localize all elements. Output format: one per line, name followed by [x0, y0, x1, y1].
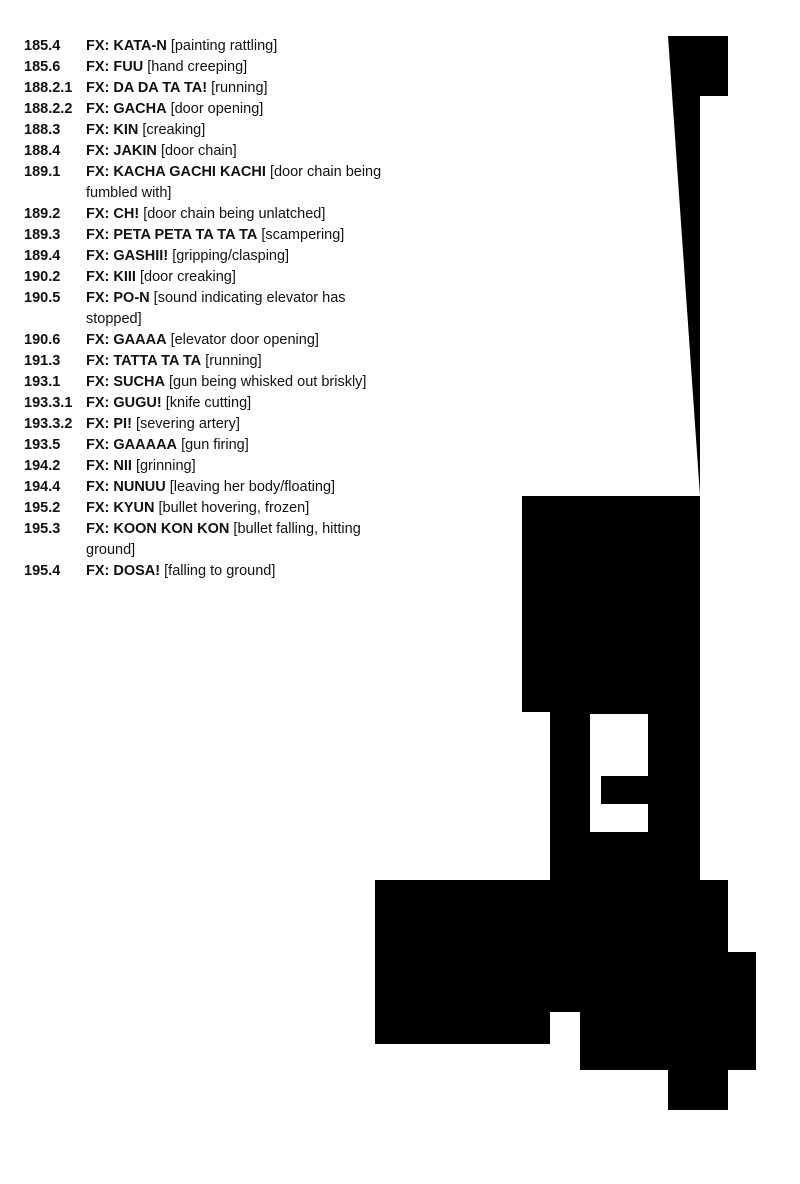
panel-reference: 190.5 [24, 290, 61, 306]
fx-translation: [gun firing] [181, 437, 249, 453]
fx-sound: FX: GASHII! [86, 248, 169, 264]
fx-translation: [hand creeping] [147, 59, 248, 75]
fx-sound: FX: SUCHA [86, 374, 165, 390]
fx-sound: FX: DOSA! [86, 563, 161, 579]
panel-reference: 190.2 [24, 269, 61, 285]
panel-reference: 189.1 [24, 164, 61, 180]
fx-sound: FX: DA DA TA TA! [86, 80, 208, 96]
fx-translation: [painting rattling] [170, 38, 278, 54]
fx-sound: FX: FUU [86, 59, 144, 75]
gun-barrel-and-body [375, 36, 756, 1110]
fx-translation: [door chain being fumbled with] [86, 164, 382, 201]
fx-translation: [running] [205, 353, 262, 369]
panel-reference: 193.3.1 [24, 395, 73, 411]
fx-sound: FX: KACHA GACHI KACHI [86, 164, 266, 180]
fx-translation: [gun being whisked out briskly] [168, 374, 367, 390]
panel-reference: 191.3 [24, 353, 61, 369]
fx-translation: [elevator door opening] [170, 332, 319, 348]
panel-reference: 193.5 [24, 437, 61, 453]
fx-translation: [grinning] [135, 458, 196, 474]
fx-sound: FX: KIN [86, 122, 139, 138]
panel-reference: 195.4 [24, 563, 61, 579]
fx-translation: [door chain being unlatched] [143, 206, 326, 222]
fx-sound: FX: PI! [86, 416, 132, 432]
panel-reference: 193.3.2 [24, 416, 73, 432]
panel-reference: 189.3 [24, 227, 61, 243]
panel-reference: 194.2 [24, 458, 61, 474]
fx-sound: FX: KYUN [86, 500, 155, 516]
fx-translation: [leaving her body/floating] [169, 479, 336, 495]
gun-trigger-block [601, 776, 648, 804]
fx-sound: FX: GAAAA [86, 332, 167, 348]
panel-reference: 188.3 [24, 122, 61, 138]
fx-sound: FX: GACHA [86, 101, 167, 117]
fx-translation: [sound indicating elevator has stopped] [86, 290, 346, 327]
fx-sound: FX: KIII [86, 269, 136, 285]
fx-translation: [door opening] [170, 101, 264, 117]
panel-reference: 188.4 [24, 143, 61, 159]
fx-translation: [bullet falling, hitting ground] [86, 521, 361, 558]
fx-sound: FX: GAAAAA [86, 437, 178, 453]
fx-sound: FX: CH! [86, 206, 140, 222]
panel-reference: 189.2 [24, 206, 61, 222]
fx-translation: [scampering] [261, 227, 345, 243]
fx-translation: [gripping/clasping] [172, 248, 290, 264]
fx-sound: FX: PETA PETA TA TA TA [86, 227, 258, 243]
panel-reference: 193.1 [24, 374, 61, 390]
fx-sound: FX: NUNUU [86, 479, 166, 495]
fx-sound: FX: GUGU! [86, 395, 162, 411]
panel-reference: 190.6 [24, 332, 61, 348]
panel-reference: 185.6 [24, 59, 61, 75]
fx-translation: [bullet hovering, frozen] [158, 500, 310, 516]
fx-sound: FX: PO-N [86, 290, 150, 306]
panel-reference: 195.2 [24, 500, 61, 516]
panel-reference: 189.4 [24, 248, 61, 264]
fx-translation: [running] [211, 80, 268, 96]
panel-reference: 188.2.1 [24, 80, 73, 96]
panel-reference: 194.4 [24, 479, 61, 495]
fx-translation: [knife cutting] [165, 395, 252, 411]
fx-sound: FX: NII [86, 458, 132, 474]
panel-reference: 185.4 [24, 38, 61, 54]
fx-translation: [severing artery] [135, 416, 240, 432]
fx-sound: FX: TATTA TA TA [86, 353, 202, 369]
panel-reference: 188.2.2 [24, 101, 73, 117]
fx-translation: [falling to ground] [164, 563, 276, 579]
fx-sound: FX: KOON KON KON [86, 521, 230, 537]
fx-translation: [creaking] [142, 122, 206, 138]
panel-reference: 195.3 [24, 521, 61, 537]
fx-translation: [door creaking] [139, 269, 236, 285]
fx-translation: [door chain] [160, 143, 237, 159]
fx-sound: FX: JAKIN [86, 143, 157, 159]
fx-sound: FX: KATA-N [86, 38, 167, 54]
